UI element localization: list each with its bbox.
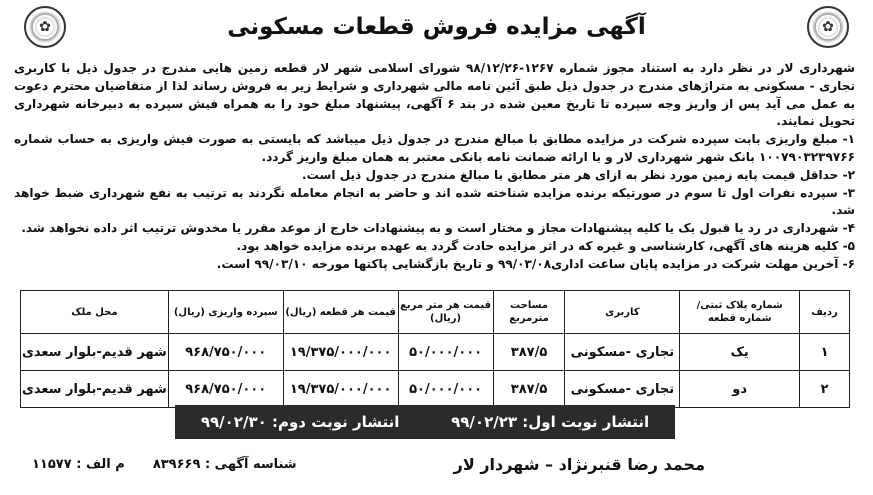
cell-plot-number: دو — [680, 371, 800, 408]
cell-price-per-meter: ۵۰/۰۰۰/۰۰۰ — [398, 334, 493, 371]
cell-location: شهر قدیم-بلوار سعدی — [21, 371, 169, 408]
condition-3: ۳- سپرده نفرات اول تا سوم در صورتیکه برنده مزایده شناخته شده اند و حاضر به انجام معامله نگردند به ترتیب به نفع شهرداری ضبط خواهد شد. — [14, 185, 855, 218]
emblem-left-icon: ✿ — [24, 6, 66, 48]
cell-price-per-meter: ۵۰/۰۰۰/۰۰۰ — [398, 371, 493, 408]
header-cell: قیمت هر قطعه (ریال) — [283, 291, 398, 334]
cell-deposit: ۹۶۸/۷۵۰/۰۰۰ — [168, 371, 283, 408]
header-cell: شماره پلاک ثبتی/ شماره قطعه — [680, 291, 800, 334]
cell-price-per-plot: ۱۹/۳۷۵/۰۰۰/۰۰۰ — [283, 371, 398, 408]
publication-first: انتشار نوبت اول: ۹۹/۰۲/۲۳ — [451, 413, 650, 431]
signature: محمد رضا قنبرنژاد – شهردار لار — [453, 454, 705, 474]
condition-1: ۱- مبلغ واریزی بابت سپرده شرکت در مزایده مطابق با مبالغ مندرج در جدول ذیل میباشد که بایستی به صورت فیش واریزی به حساب شماره ۱۰۰۷۹۰۳۲۳۹۷۶۶ بانک شهر شهرداری لار و یا ارائه ضمانت نامه بانکی معتبر به همان مبلغ واریز گردد. — [14, 132, 855, 164]
condition-6: ۶- آخرین مهلت شرکت در مزایده پایان ساعت اداری۹۹/۰۳/۰۸ و تاریخ بازگشایی پاکتها مورخه ۹۹/۰۳/۱۰ است. — [216, 256, 855, 271]
cell-row-number: ۱ — [800, 334, 850, 371]
condition-5: ۵- کلیه هزینه های آگهی، کارشناسی و غیره که در اثر مزایده حادث گردد به عهده برنده مزایده خواهد بود. — [236, 238, 855, 253]
ad-title: آگهی مزایده فروش قطعات مسکونی — [227, 14, 646, 40]
cell-deposit: ۹۶۸/۷۵۰/۰۰۰ — [168, 334, 283, 371]
condition-2: ۲- حداقل قیمت پایه زمین مورد نظر به ازای هر متر مطابق با مبالغ مندرج در جدول ذیل است. — [302, 167, 855, 182]
publication-second: انتشار نوبت دوم: ۹۹/۰۲/۳۰ — [200, 413, 400, 431]
header-cell: قیمت هر متر مربع (ریال) — [398, 291, 493, 334]
header-cell: محل ملک — [21, 291, 169, 334]
cell-usage: تجاری -مسکونی — [565, 334, 680, 371]
ad-body — [14, 60, 855, 274]
header-cell: مساحت مترمربع — [493, 291, 565, 334]
header-cell: سپرده واریزی (ریال) — [168, 291, 283, 334]
emblem-right-icon: ✿ — [807, 6, 849, 48]
header-cell: کاربری — [565, 291, 680, 334]
cell-area: ۳۸۷/۵ — [493, 371, 565, 408]
condition-4: ۴- شهرداری در رد یا قبول یک یا کلیه پیشنهادات مجاز و مختار است و به پیشنهادات خارج از موعد مقرر یا مخدوش ترتیب اثر داده نخواهد شد. — [21, 221, 855, 236]
cell-area: ۳۸۷/۵ — [493, 334, 565, 371]
header-cell: ردیف — [800, 291, 850, 334]
ad-footer — [18, 452, 855, 476]
ad-id: شناسه آگهی : ۸۳۹۶۶۹ — [152, 456, 297, 472]
cell-location: شهر قدیم-بلوار سعدی — [21, 334, 169, 371]
cell-plot-number: یک — [680, 334, 800, 371]
table-row — [21, 334, 850, 371]
intro-paragraph: شهرداری لار در نظر دارد به استناد مجوز شماره ۱۲۶۷-۹۸/۱۲/۲۶ شورای اسلامی شهر لار قطعه زمین هایی مندرج در جدول ذیل با کاربری تجاری - مسکونی به متراژهای مندرج در جدول ذیل طبق آئین نامه مالی شهرداری و شرایط زیر به فروش رساند لذا از متقاضیان محترم دعوت به عمل می آید پس از واریز وجه سپرده تا تاریخ معین شده در بند ۶ آگهی، پیشنهاد مبلغ خود را به همراه فیش سپرده به دبیرخانه شهرداری تحویل نمایند. — [14, 61, 855, 129]
cell-row-number: ۲ — [800, 371, 850, 408]
table-header-row — [21, 291, 850, 334]
table-row — [21, 371, 850, 408]
parcels-table — [20, 290, 850, 408]
publication-banner — [175, 405, 675, 439]
cell-usage: تجاری -مسکونی — [565, 371, 680, 408]
ad-code: م الف : ۱۱۵۷۷ — [32, 456, 125, 472]
cell-price-per-plot: ۱۹/۳۷۵/۰۰۰/۰۰۰ — [283, 334, 398, 371]
